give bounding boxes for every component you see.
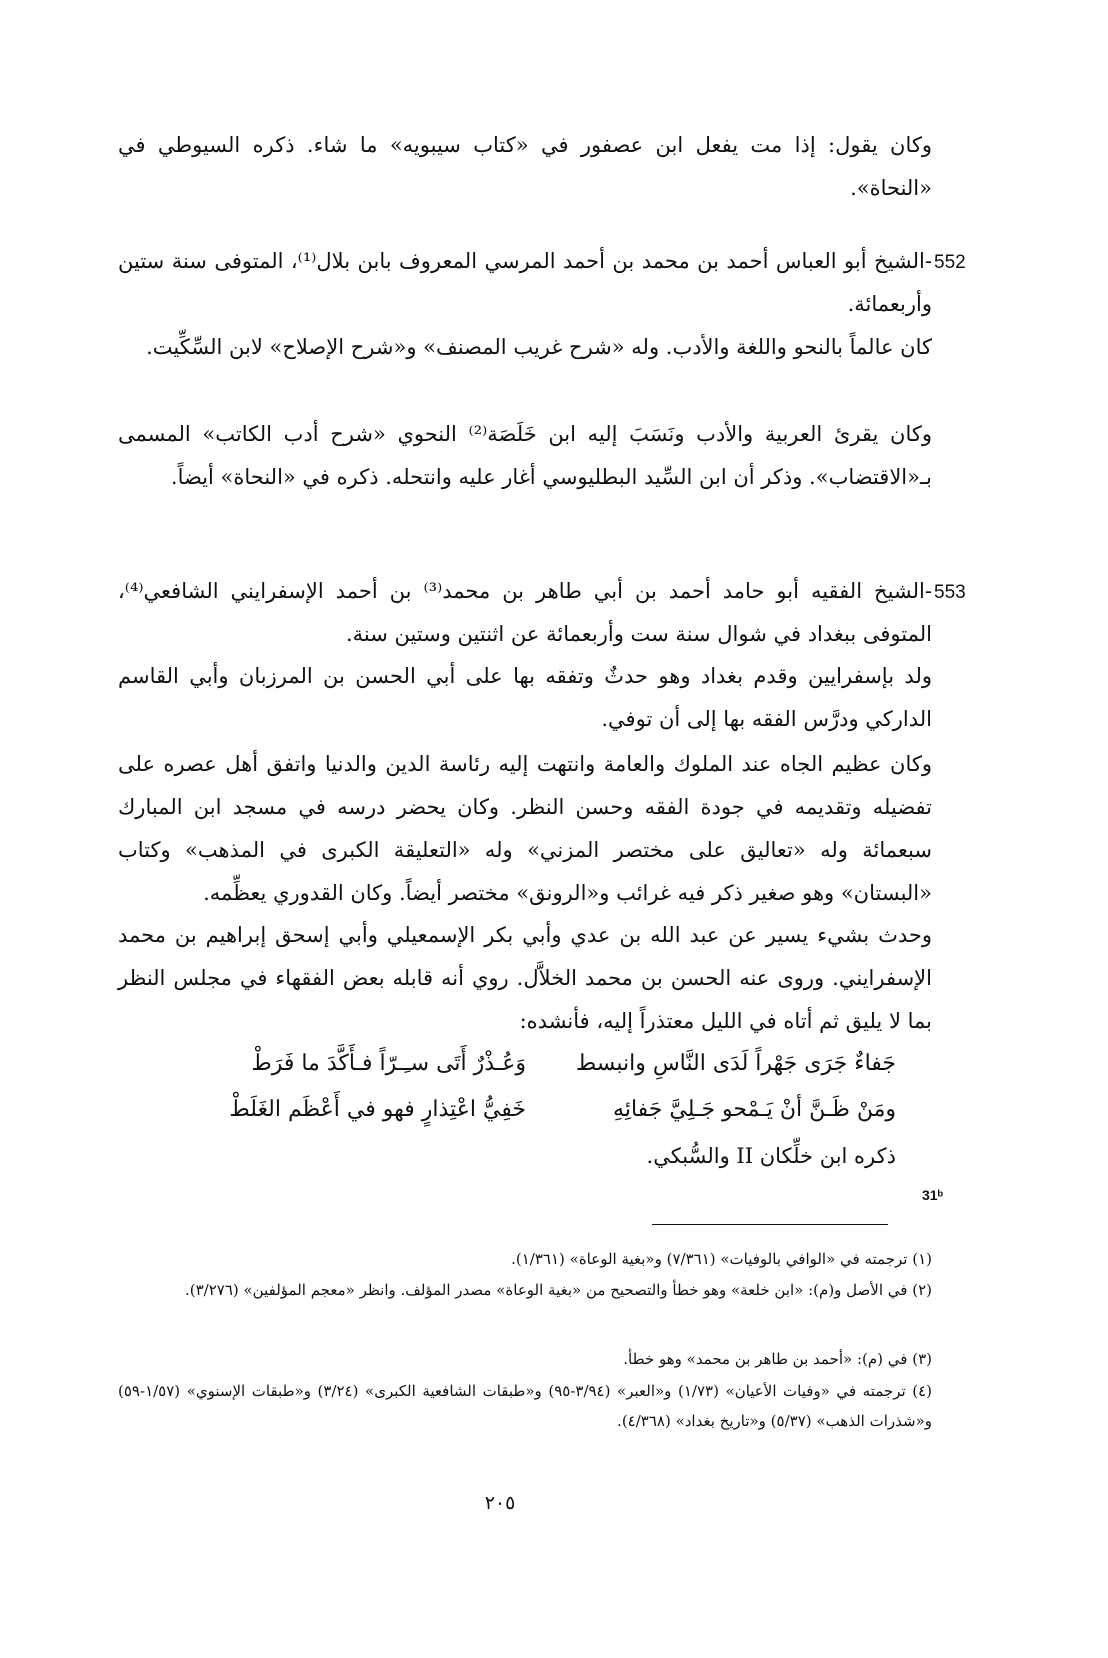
entry-553-paragraph-1 [118,655,932,741]
footnote-3 [118,1344,932,1374]
entry-552-paragraph-2 [118,413,932,499]
footnote-3-text: (٣) في (م): «أحمد بن طاهر بن محمد» وهو خطأ. [623,1350,932,1368]
entry-553-heading-text: -الشيخ الفقيه أبو حامد أحمد بن أبي طاهر بن محمد⁽³⁾ بن أحمد الإسفرايني الشافعي⁽⁴⁾، المتوفى ببغداد في شوال سنة ست وأربعمائة عن اثنتين وستين سنة. [118,579,932,646]
poem-verse-1-second-hemistich: وَعُـذْرٌ أَتَى سـِـرّاً فـأَكَّدَ ما فَرَطْ [251,1051,526,1076]
footnote-4 [118,1376,932,1436]
poem-verse-2-second-hemistich: خَفِيُّ اعْتِذارٍ فهو في أَعْظَم الغَلَطْ [229,1097,526,1122]
entry-552-paragraph-1-text: كان عالماً بالنحو واللغة والأدب. وله «شرح غريب المصنف» و«شرح الإصلاح» لابن السِّكِّيت. [146,335,932,359]
poem-verse-2-first-hemistich: ومَنْ ظَـنَّ أنْ يَـمْحو جَـلِيَّ جَفائِهِ [613,1097,896,1122]
intro-text: وكان يقول: إذا مت يفعل ابن عصفور في «كتاب سيبويه» ما شاء. ذكره السيوطي في «النحاة». [118,133,932,200]
entry-553-paragraph-3-text: وحدث بشيء يسير عن عبد الله بن عدي وأبي بكر الإسمعيلي وأبي إسحق إبراهيم بن محمد الإسفرايني. وروى عنه الحسن بن محمد الخلاَّل. روي أنه قابله بعض الفقهاء في مجلس النظر بما لا يليق ثم أتاه في الليل معتذراً إليه، فأنشده: [118,923,932,1033]
page-number: ٢٠٥ [484,1492,516,1514]
footnote-1-text: (١) ترجمته في «الوافي بالوفيات» (٧/٣٦١) و«بغية الوعاة» (١/٣٦١). [511,1250,932,1268]
entry-number-553: 553 [934,582,966,603]
entry-553-paragraph-2 [118,743,932,915]
entry-552-paragraph-2-text: وكان يقرئ العربية والأدب ونَسَبَ إليه ابن خَلَصَة⁽²⁾ النحوي «شرح أدب الكاتب» المسمى بـ«الاقتضاب». وذكر أن ابن السِّيد البطليوسي أغار عليه وانتحله. ذكره في «النحاة» أيضاً. [118,422,933,489]
entry-553-paragraph-1-text: ولد بإسفرايين وقدم بغداد وهو حدثٌ وتفقه بها على أبي الحسن بن المرزبان وأبي القاسم الداركي ودرَّس الفقه بها إلى أن توفي. [118,664,932,731]
footnote-4-text: (٤) ترجمته في «وفيات الأعيان» (١/٧٣) و«العبر» (٣/٩٤-٩٥) و«طبقات الشافعية الكبرى» (٣/٢٤) و«طبقات الإسنوي» (١/٥٧-٥٩) و«شذرات الذهب» (٥/٣٧) و«تاريخ بغداد» (٤/٣٦٨). [118,1382,932,1430]
intro-paragraph [118,124,932,210]
entry-552-heading-text: -الشيخ أبو العباس أحمد بن محمد بن أحمد المرسي المعروف بابن بلال⁽¹⁾، المتوفى سنة ستين وأربعمائة. [118,249,932,316]
entry-552-paragraph-1 [118,326,932,369]
entry-553-paragraph-3 [118,914,932,1043]
footnote-1 [118,1244,932,1274]
entry-553-heading [118,570,932,656]
footnote-2-text: (٢) في الأصل و(م): «ابن خلعة» وهو خطأ والتصحيح من «بغية الوعاة» مصدر المؤلف. وانظر «معجم المؤلفين» (٣/٢٧٦). [184,1281,932,1299]
poem-verse-1-first-hemistich: جَفاءٌ جَرَى جَهْراً لَدَى النَّاسِ وانبسط [575,1051,896,1076]
entry-552-heading [118,240,932,326]
footnote-divider [652,1224,888,1225]
footnote-2 [118,1275,932,1305]
closing-citation: ذكره ابن خلِّكان II والسُّبكي. [646,1144,896,1168]
entry-553-paragraph-2-text: وكان عظيم الجاه عند الملوك والعامة وانتهت إليه رئاسة الدين والدنيا واتفق أهل عصره على تفضيله وتقديمه في جودة الفقه وحسن النظر. وكان يحضر درسه في مسجد ابن المبارك سبعمائة وله «تعاليق على مختصر المزني» وله «التعليقة الكبرى في المذهب» وكتاب «البستان» وهو صغير ذكر فيه غرائب و«الرونق» مختصر أيضاً. وكان القدوري يعظِّمه. [118,752,932,905]
entry-number-552: 552 [934,252,966,273]
manuscript-folio-marker: 31ᵇ [922,1187,944,1203]
